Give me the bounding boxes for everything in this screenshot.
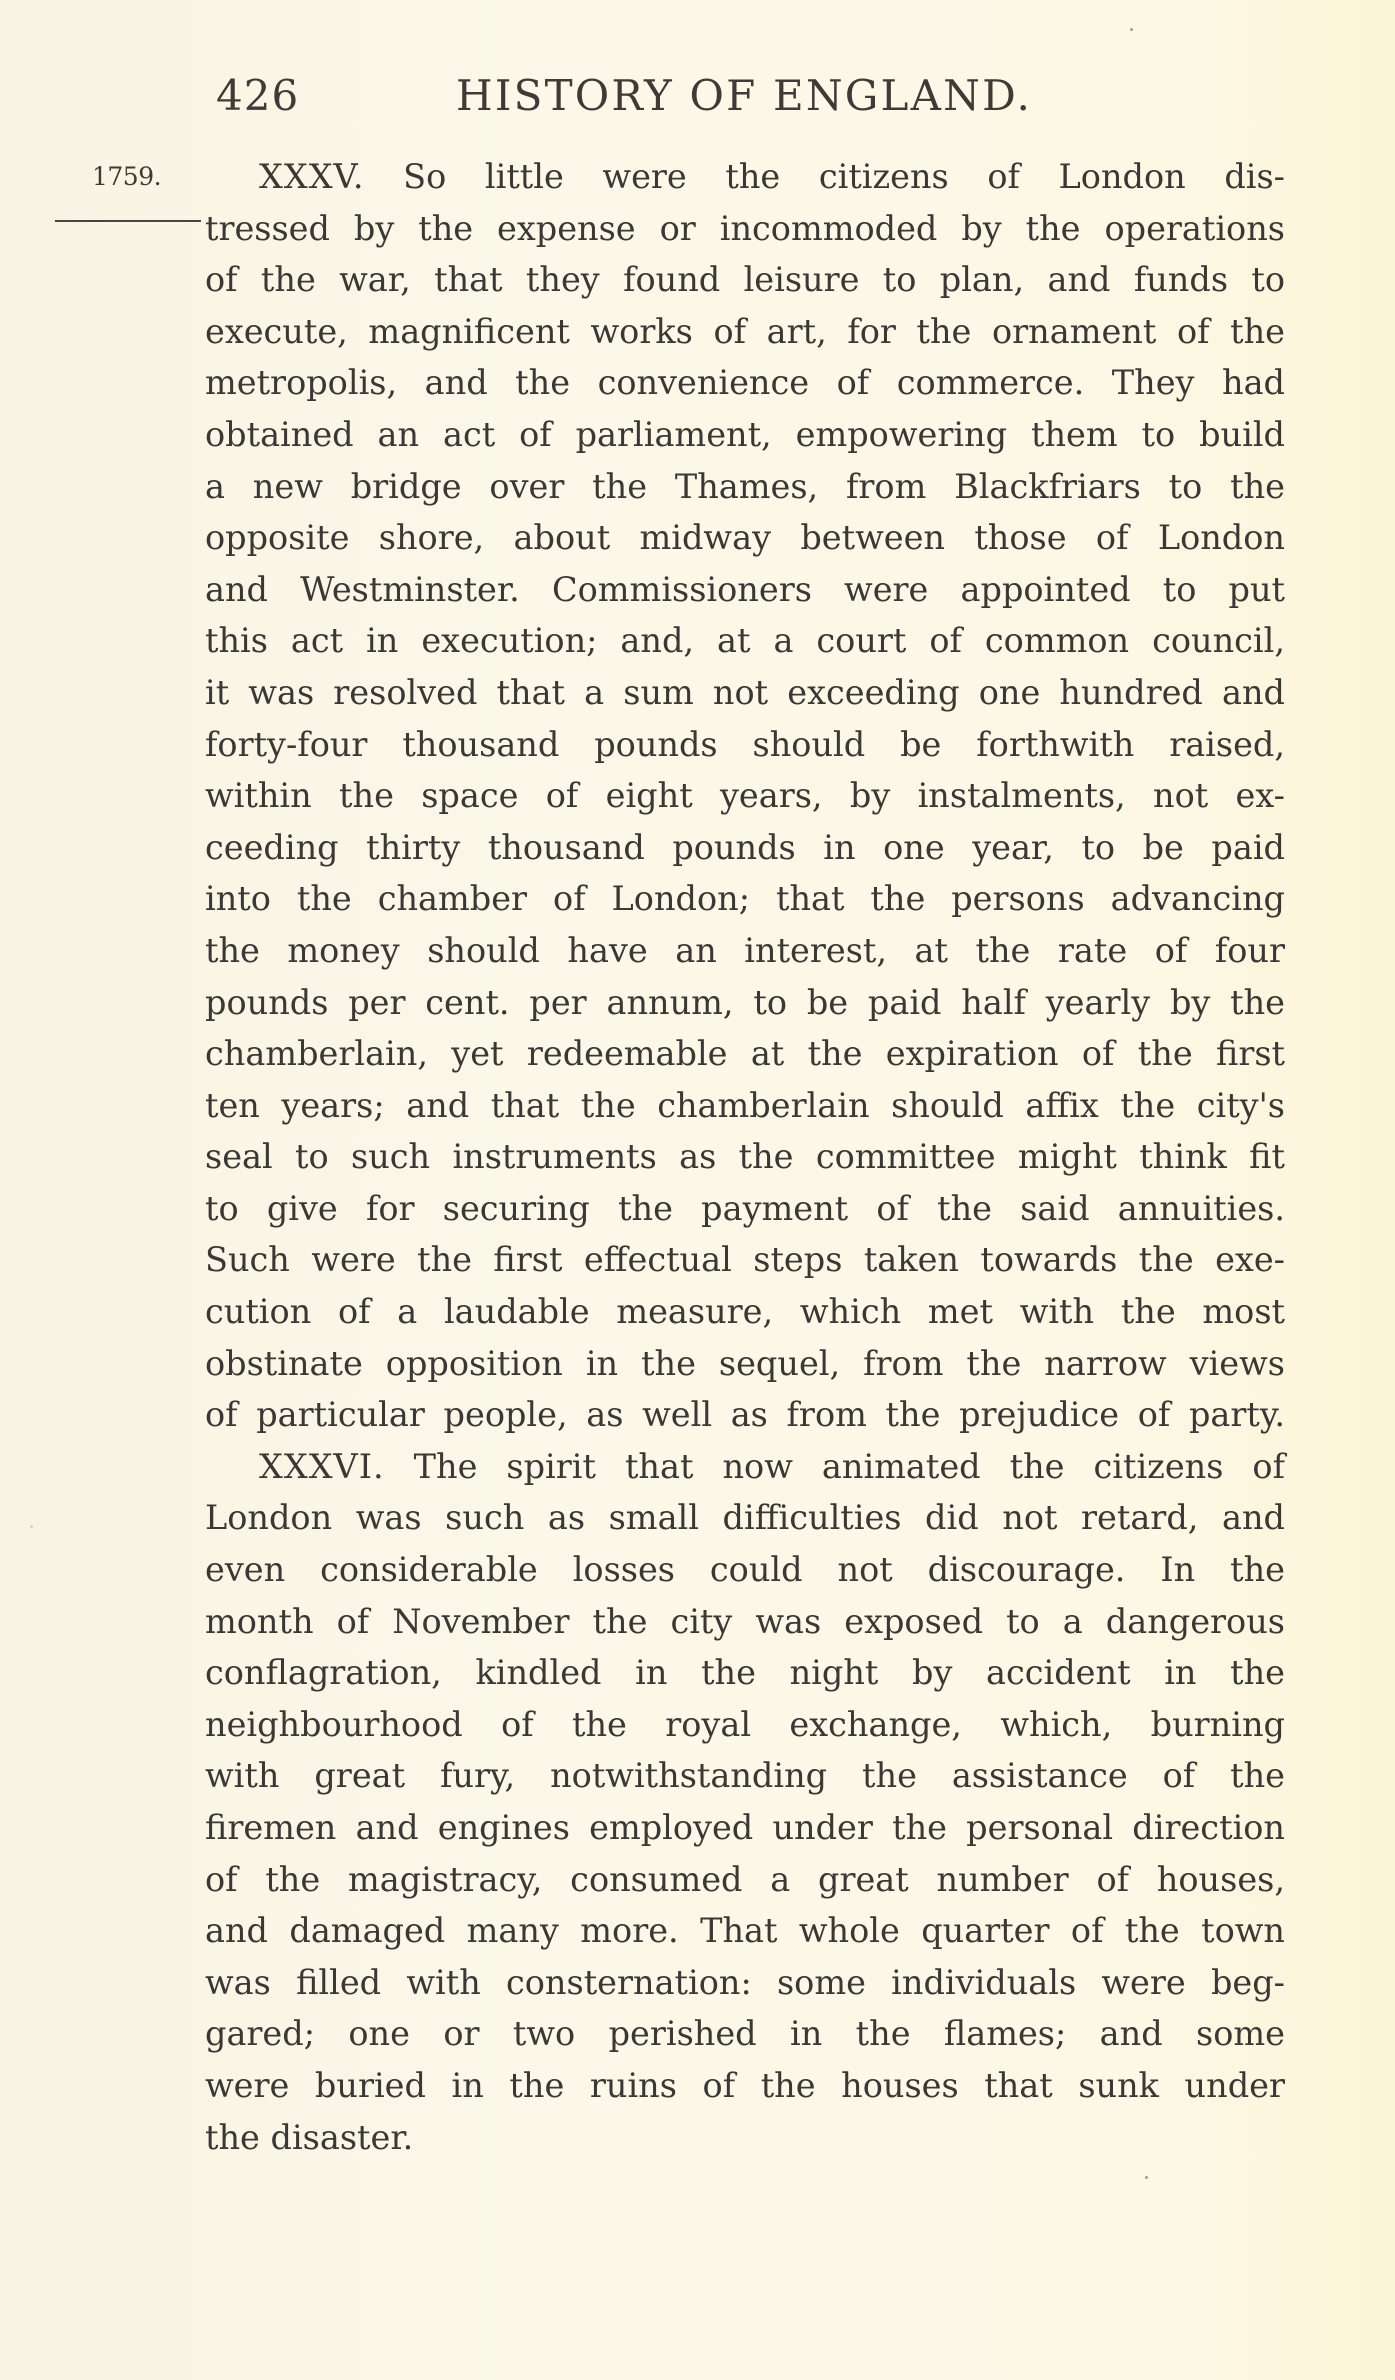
text-line: into the chamber of London; that the persons advancing (205, 879, 1285, 919)
text-line: the money should have an interest, at the rate of four (205, 930, 1285, 970)
text-line: obstinate opposition in the sequel, from the narrow views (205, 1343, 1285, 1383)
text-line: pounds per cent. per annum, to be paid half yearly by the (205, 982, 1285, 1022)
text-line: London was such as small difficulties did not retard, and (205, 1498, 1285, 1538)
paragraph-xxxv (205, 151, 1285, 1441)
text-line: conflagration, kindled in the night by accident in the (205, 1653, 1285, 1693)
text-line: this act in execution; and, at a court of common council, (205, 621, 1285, 661)
text-line: opposite shore, about midway between those of London (205, 518, 1285, 558)
text-line: month of November the city was exposed to a dangerous (205, 1601, 1285, 1641)
text-line: XXXVI. The spirit that now animated the citizens of (259, 1446, 1286, 1486)
text-line: of the war, that they found leisure to plan, and funds to (205, 260, 1285, 300)
text-line: XXXV. So little were the citizens of London dis- (259, 157, 1285, 196)
text-line: obtained an act of parliament, empowering them to build (205, 414, 1285, 454)
page-number: 426 (216, 71, 300, 120)
text-line: execute, magnificent works of art, for the ornament of the (205, 311, 1285, 351)
text-line: neighbourhood of the royal exchange, which, burning (205, 1704, 1285, 1744)
paper-speck (30, 1525, 33, 1528)
text-line: firemen and engines employed under the personal direction (205, 1808, 1285, 1847)
text-line: Such were the first effectual steps taken towards the exe- (205, 1240, 1285, 1280)
margin-rule-divider (55, 220, 201, 222)
text-line: of the magistracy, consumed a great number of houses, (205, 1859, 1285, 1899)
text-line: of particular people, as well as from the prejudice of party. (205, 1395, 1285, 1435)
text-line: ten years; and that the chamberlain should affix the city's (205, 1085, 1285, 1125)
section-numeral: XXXVI. (259, 1446, 385, 1486)
margin-year-note: 1759. (92, 162, 162, 191)
paper-speck (1145, 2176, 1148, 2179)
text-line: cution of a laudable measure, which met with the most (205, 1292, 1285, 1332)
paragraph-xxxvi (205, 1441, 1285, 2163)
text-line: metropolis, and the convenience of commerce. They had (205, 363, 1285, 403)
paper-speck (1130, 28, 1133, 31)
text-line: chamberlain, yet redeemable at the expiration of the first (205, 1034, 1285, 1074)
text-line: seal to such instruments as the committee might think fit (205, 1137, 1285, 1177)
text-line: and Westminster. Commissioners were appointed to put (205, 569, 1285, 609)
text-line: with great fury, notwithstanding the assistance of the (205, 1756, 1285, 1796)
text-line: and damaged many more. That whole quarter of the town (205, 1911, 1285, 1951)
text-line: the disaster. (205, 2117, 414, 2157)
text-line: ceeding thirty thousand pounds in one year, to be paid (205, 827, 1285, 867)
text-line: tressed by the expense or incommoded by the operations (205, 208, 1285, 248)
text-line: to give for securing the payment of the said annuities. (205, 1188, 1285, 1228)
text-line: within the space of eight years, by instalments, not ex- (205, 776, 1285, 816)
text-line: gared; one or two perished in the flames; and some (205, 2014, 1285, 2054)
running-title: HISTORY OF ENGLAND. (456, 71, 1033, 120)
text-line: it was resolved that a sum not exceeding one hundred and (205, 672, 1285, 712)
text-line: a new bridge over the Thames, from Blackfriars to the (205, 466, 1285, 506)
text-line: was filled with consternation: some individuals were beg- (205, 1962, 1285, 2002)
text-line: were buried in the ruins of the houses that sunk under (205, 2065, 1285, 2105)
text-line: even considerable losses could not discourage. In the (205, 1550, 1285, 1590)
body-text (205, 151, 1285, 2163)
page-header (0, 66, 1395, 126)
section-numeral: XXXV. (259, 157, 365, 196)
text-line: forty-four thousand pounds should be forthwith raised, (205, 724, 1285, 764)
